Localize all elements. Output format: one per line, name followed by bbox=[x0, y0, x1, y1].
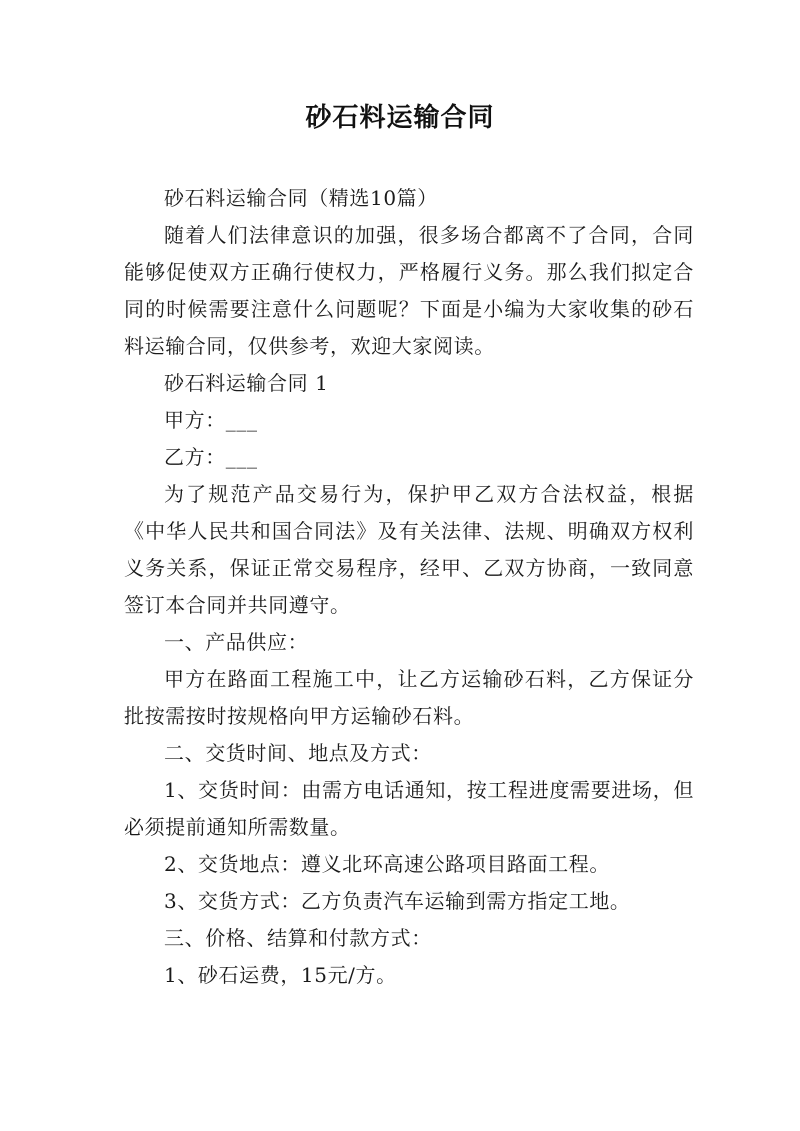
document-body bbox=[124, 180, 694, 994]
section-heading-supply: 一、产品供应： bbox=[164, 630, 309, 654]
paragraph-party-a: 甲方：___ bbox=[164, 408, 258, 432]
section-heading-pricing: 三、价格、结算和付款方式： bbox=[164, 926, 432, 950]
paragraph-price: 1、砂石运费，15元/方。 bbox=[164, 963, 397, 987]
section-heading-delivery: 二、交货时间、地点及方式： bbox=[164, 741, 432, 765]
paragraph-subtitle: 砂石料运输合同（精选10篇） bbox=[164, 186, 438, 210]
paragraph-delivery-place: 2、交货地点：遵义北环高速公路项目路面工程。 bbox=[164, 852, 610, 876]
paragraph-intro: 随着人们法律意识的加强，很多场合都离不了合同，合同能够促使双方正确行使权力，严格履行义务。那么我们拟定合同的时候需要注意什么问题呢？下面是小编为大家收集的砂石料运输合同，仅供参考，欢迎大家阅读。 bbox=[124, 223, 694, 358]
paragraph-delivery-method: 3、交货方式：乙方负责汽车运输到需方指定工地。 bbox=[164, 889, 631, 913]
paragraph-delivery-time: 1、交货时间：由需方电话通知，按工程进度需要进场，但必须提前通知所需数量。 bbox=[124, 778, 694, 839]
paragraph-contract-heading: 砂石料运输合同 1 bbox=[164, 371, 329, 395]
document-title: 砂石料运输合同 bbox=[305, 103, 495, 133]
paragraph-party-b: 乙方：___ bbox=[164, 445, 258, 469]
paragraph-supply: 甲方在路面工程施工中，让乙方运输砂石料，乙方保证分批按需按时按规格向甲方运输砂石料。 bbox=[124, 667, 694, 728]
paragraph-preamble: 为了规范产品交易行为，保护甲乙双方合法权益，根据《中华人民共和国合同法》及有关法律、法规、明确双方权利义务关系，保证正常交易程序，经甲、乙双方协商，一致同意签订本合同并共同遵守。 bbox=[124, 482, 694, 617]
